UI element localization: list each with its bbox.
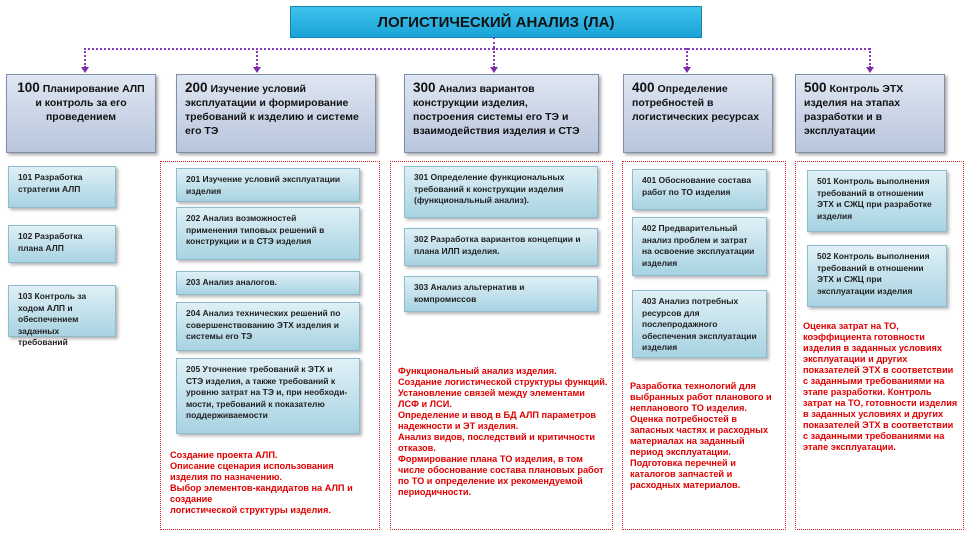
header-text: Анализ вариантов конструкции изделия, построения системы его ТЭ и взаимодействия изделия и СТЭ [413,83,580,137]
header-text: Определение потребностей в логистических ресурсах [632,83,760,123]
header-number: 500 [804,80,827,95]
header-number: 400 [632,80,655,95]
item-102: 102 Разработка плана АЛП [8,225,116,263]
title-connector [493,37,495,48]
connector-100 [84,48,86,68]
description-200: Создание проекта АЛП. Описание сценария использования изделия по назначению. Выбор элементов-кандидатов на АЛП и создание логистической структуры изделия. [170,450,353,515]
item-401: 401 Обоснование состава работ по ТО изделия [632,169,767,210]
arrow-200 [253,67,261,73]
header-200 [176,74,376,153]
header-number: 200 [185,80,208,95]
item-403: 403 Анализ потребных ресурсов для послепродажного обеспечения эксплуатации изделия [632,290,767,358]
description-400: Разработка технологий для выбранных работ планового и непланового ТО изделия. Оценка потребностей в запасных частях и расходных материалах на заданный период эксплуатации. Подготовка перечней и каталогов запчастей и расходных материалов. [630,381,772,490]
item-301: 301 Определение функциональных требований к конструкции изделия (функциональный анализ). [404,166,598,218]
header-300 [404,74,599,153]
header-100 [6,74,156,153]
item-302: 302 Разработка вариантов концепции и плана ИЛП изделия. [404,228,598,266]
item-203: 203 Анализ аналогов. [176,271,360,295]
header-500 [795,74,945,153]
item-101: 101 Разработка стратегии АЛП [8,166,116,208]
connector-200 [256,48,258,68]
connector-300 [493,48,495,68]
arrow-100 [81,67,89,73]
arrow-300 [490,67,498,73]
item-402: 402 Предварительный анализ проблем и затрат на освоение эксплуатации изделия [632,217,767,276]
item-303: 303 Анализ альтернатив и компромиссов [404,276,598,312]
diagram-title: ЛОГИСТИЧЕСКИЙ АНАЛИЗ (ЛА) [290,6,702,38]
header-number: 100 [17,80,40,95]
item-201: 201 Изучение условий эксплуатации изделия [176,168,360,202]
item-202: 202 Анализ возможностей применения типовых решений в конструкции и в СТЭ изделия [176,207,360,260]
description-300: Функциональный анализ изделия. Создание логистической структуры функций. Установление связей между элементами ЛСФ и ЛСИ. Определение и ввод в БД АЛП параметров надежности и ЭТ изделия. Анализ видов, последствий и критичности отказов. Формирование плана ТО изделия, в том числе обоснование состава плановых работ по ТО и определение их рекомендуемой периодичности. [398,366,608,497]
header-number: 300 [413,80,436,95]
item-205: 205 Уточнение требований к ЭТХ и СТЭ изделия, а также требований к уровню затрат на ТЭ и, при необходи-мости, требований к показателю поддерживаемости [176,358,360,434]
arrow-500 [866,67,874,73]
header-text: Изучение условий эксплуатации и формирование требований к изделию и системе его ТЭ [185,83,359,137]
header-text: Планирование АЛП и контроль за его проведением [35,83,145,123]
item-204: 204 Анализ технических решений по совершенствованию ЭТХ изделия и системы его ТЭ [176,302,360,351]
item-103: 103 Контроль за ходом АЛП и обеспечением заданных требований [8,285,116,337]
horizontal-connector [84,48,870,50]
item-501: 501 Контроль выполнения требований в отношении ЭТХ и СЖЦ при разработке изделия [807,170,947,232]
header-text: Контроль ЭТХ изделия на этапах разработки и в эксплуатации [804,83,904,137]
connector-500 [869,48,871,68]
item-502: 502 Контроль выполнения требований в отношении ЭТХ и СЖЦ при эксплуатации изделия [807,245,947,307]
connector-400 [686,48,688,68]
description-500: Оценка затрат на ТО, коэффициента готовности изделия в заданных условиях эксплуатации и других показателей ЭТХ в соответствии с заданными требованиями на этапе разработки. Контроль затрат на ТО, готовности изделия в заданных условиях и других показателей ЭТХ в соответствии с заданными требованиями на этапе эксплуатации. [803,321,958,452]
arrow-400 [683,67,691,73]
header-400 [623,74,773,153]
